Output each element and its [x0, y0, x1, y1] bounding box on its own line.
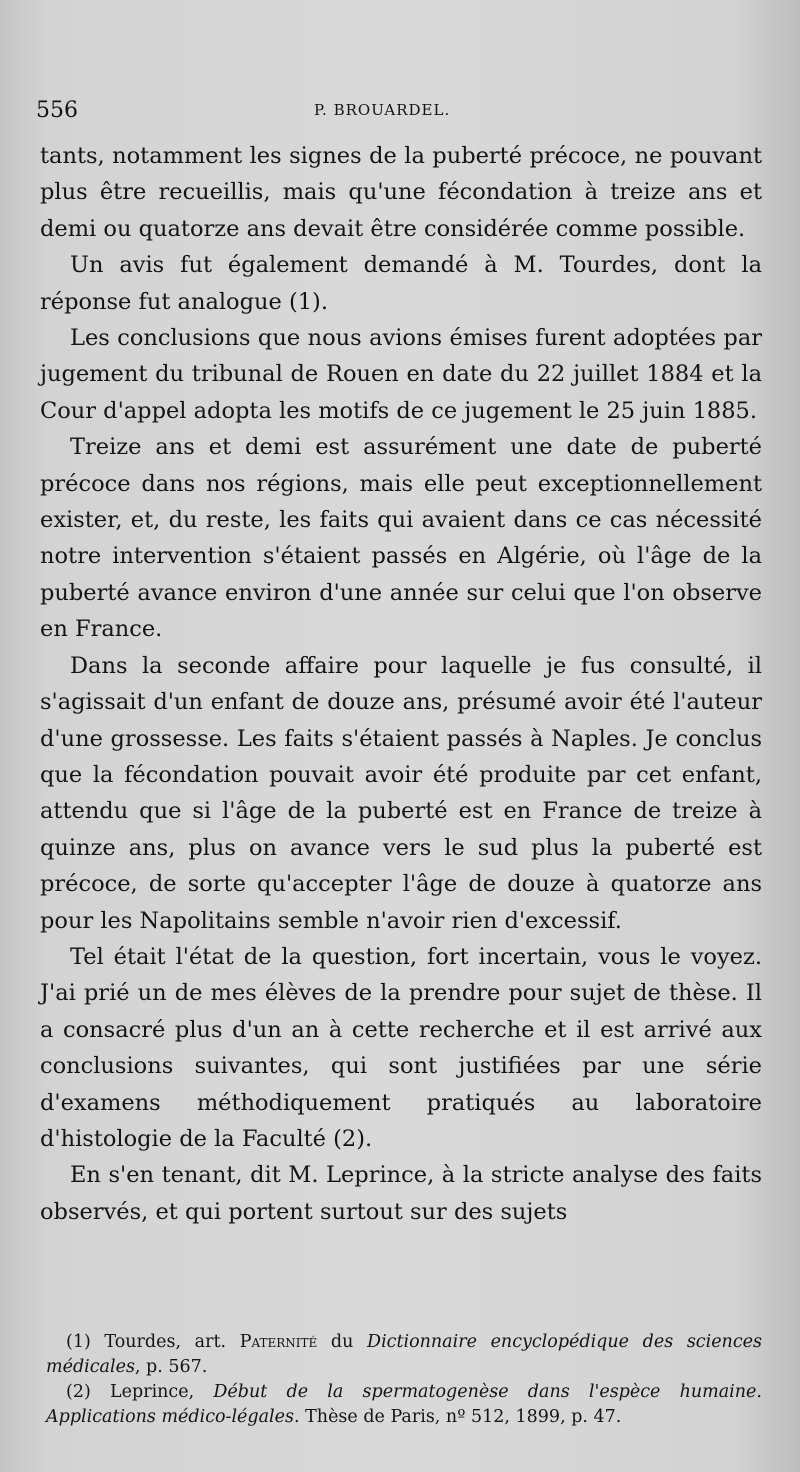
paragraph: En s'en tenant, dit M. Leprince, à la stricte analyse des faits observés, et qui portent surtout sur des sujets — [40, 1162, 762, 1225]
footnote-1-page: , p. 567. — [134, 1357, 208, 1377]
body-text — [40, 138, 762, 1230]
footnote-2-work-title: Début de la spermatogenèse dans l'espèce humaine. Applications médico-légales. — [46, 1382, 762, 1427]
page-number: 556 — [36, 98, 78, 123]
paragraph: Les conclusions que nous avions émises furent adoptées par jugement du tribunal de Rouen en date du 22 juillet 1884 et la Cour d'appel adopta les motifs de ce jugement le 25 juin 1885. — [40, 325, 762, 424]
footnote-2 — [46, 1380, 762, 1430]
footnote-1-article-title: Paternité — [239, 1332, 318, 1352]
paragraph: Dans la seconde affaire pour laquelle je fus consulté, il s'agissait d'un enfant de douze ans, présumé avoir été l'auteur d'une grossesse. Les faits s'étaient passés à Naples. Je conclus que la fécondation pouvait avoir été produite par cet enfant, attendu que si l'âge de la puberté est en France de treize à quinze ans, plus on avance vers le sud plus la puberté est précoce, de sorte qu'accepter l'âge de douze à quatorze ans pour les Napolitains semble n'avoir rien d'excessif. — [40, 652, 762, 934]
footnote-1-connector: du — [330, 1332, 354, 1352]
footnote-1-work-title: Dictionnaire encyclopédique des sciences médicales — [46, 1332, 762, 1377]
footnote-2-reference: Thèse de Paris, nº 512, 1899, p. 47. — [305, 1407, 622, 1427]
paragraph: Tel était l'état de la question, fort incertain, vous le voyez. J'ai prié un de mes élèves de la prendre pour sujet de thèse. Il a consacré plus d'un an à cette recherche et il est arrivé aux conclusions suivantes, qui sont justifiées par une série d'examens méthodiquement pratiqués au laboratoire d'histologie de la Faculté (2). — [40, 943, 762, 1152]
paragraph: Un avis fut également demandé à M. Tourdes, dont la réponse fut analogue (1). — [40, 252, 762, 315]
footnote-2-marker: (2) Leprince, — [66, 1382, 195, 1402]
footnote-1-marker: (1) Tourdes, art. — [66, 1332, 227, 1352]
running-head: P. BROUARDEL. — [314, 101, 451, 119]
footnote-1 — [46, 1330, 762, 1380]
page-header — [36, 98, 760, 126]
paragraph: tants, notamment les signes de la puberté précoce, ne pouvant plus être recueillis, mais qu'une fécondation à treize ans et demi ou quatorze ans devait être considérée comme possible. — [40, 143, 762, 242]
paragraph: Treize ans et demi est assurément une date de puberté précoce dans nos régions, mais elle peut exceptionnellement exister, et, du reste, les faits qui avaient dans ce cas nécessité notre intervention s'étaient passés en Algérie, où l'âge de la puberté avance environ d'une année sur celui que l'on observe en France. — [40, 434, 762, 643]
footnotes — [46, 1330, 762, 1430]
